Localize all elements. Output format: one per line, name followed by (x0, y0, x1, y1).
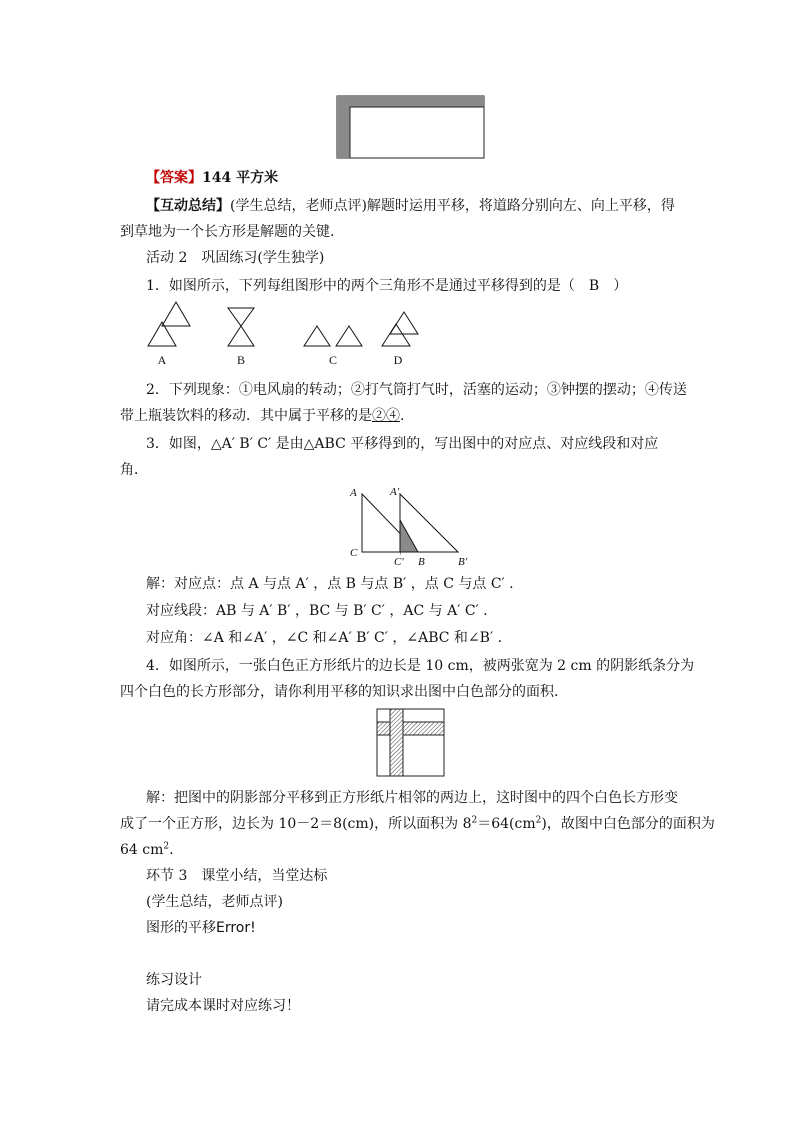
question-4-solution-2 (120, 814, 715, 834)
question-4-square-figure (376, 708, 446, 778)
option-b-figure (228, 308, 254, 346)
summary-text-1: (学生总结，老师点评)解题时运用平移，将道路分别向左、向上平移，得 (230, 198, 675, 214)
question-2-period: . (400, 408, 405, 424)
exponent-2: 2 (535, 815, 542, 826)
question-2-text: 带上瓶装饮料的移动．其中属于平移的是 (120, 408, 372, 424)
answer-tag: 【答案】 (146, 170, 202, 186)
question-1-text: 1．如图所示，下列每组图形中的两个三角形不是通过平移得到的是（ B ） (146, 278, 628, 294)
question-3-triangles-figure (344, 484, 480, 570)
exponent-3: 2 (163, 841, 170, 852)
answer-line (146, 168, 706, 188)
section-3-item: 图形的平移Error! (146, 920, 256, 936)
label-c: C (350, 547, 358, 559)
option-c-label: C (328, 353, 338, 367)
solution-2-part-a: 成了一个正方形，边长为 10－2＝8(cm)，所以面积为 8 (120, 816, 472, 832)
label-a-prime: A′ (390, 486, 400, 498)
practice-text: 请完成本课时对应练习！ (146, 998, 300, 1014)
activity-2-heading: 活动 2 巩固练习(学生独学) (146, 250, 325, 266)
solution-2-part-b: ＝64(cm (477, 816, 536, 832)
question-3-line-1: 3．如图，△A′ B′ C′ 是由△ABC 平移得到的，写出图中的对应点、对应线段和对应 (146, 436, 659, 452)
exponent-1: 2 (471, 815, 478, 826)
label-b: B (418, 556, 425, 568)
label-a: A (350, 487, 357, 499)
option-d-figure (382, 312, 418, 346)
section-3-heading: 环节 3 课堂小结，当堂达标 (146, 868, 328, 884)
summary-line-1 (146, 196, 706, 216)
option-d-label: D (393, 353, 403, 367)
summary-line-2: 到草地为一个长方形是解题的关键. (120, 224, 335, 240)
question-3-solution-3: 对应角：∠A 和∠A′ ，∠C 和∠A′ B′ C′ ，∠ABC 和∠B′ . (146, 630, 503, 646)
question-3-solution-1: 解：对应点：点 A 与点 A′ ，点 B 与点 B′ ，点 C 与点 C′ . (146, 576, 514, 592)
question-2-line-2 (120, 406, 680, 426)
section-3-note: (学生总结，老师点评) (146, 894, 283, 910)
question-1-options-figure (140, 304, 430, 370)
label-c-prime: C′ (394, 556, 404, 568)
question-4-line-2: 四个白色的长方形部分，请你利用平移的知识求出图中白色部分的面积． (120, 684, 568, 700)
summary-tag: 【互动总结】 (146, 198, 230, 214)
question-3-line-2: 角． (120, 462, 148, 478)
question-4-line-1: 4．如图所示，一张白色正方形纸片的边长是 10 cm，被两张宽为 2 cm 的阴影纸条分为 (146, 658, 695, 674)
question-4-solution-1: 解：把图中的阴影部分平移到正方形纸片相邻的两边上，这时图中的四个白色长方形变 (146, 790, 678, 806)
option-c-figure (304, 326, 362, 346)
option-b-label: B (236, 353, 246, 367)
solution-2-part-c: )，故图中白色部分的面积为 (541, 816, 715, 832)
question-4-solution-3 (120, 840, 680, 860)
question-2-line-1: 2．下列现象：①电风扇的转动；②打气筒打气时，活塞的运动；③钟摆的摆动；④传送 (146, 382, 687, 398)
option-a-figure (148, 302, 190, 346)
solution-3-part-a: 64 cm (120, 842, 164, 858)
option-a-label: A (157, 353, 167, 367)
practice-title: 练习设计 (146, 972, 202, 988)
road-rectangle-figure (336, 95, 486, 161)
question-2-answer: ②④ (372, 408, 400, 424)
solution-3-part-b: . (169, 842, 174, 858)
label-b-prime: B′ (458, 556, 468, 568)
answer-value: 144 平方米 (202, 170, 279, 186)
question-3-solution-2: 对应线段：AB 与 A′ B′ ，BC 与 B′ C′ ，AC 与 A′ C′ . (146, 603, 488, 619)
